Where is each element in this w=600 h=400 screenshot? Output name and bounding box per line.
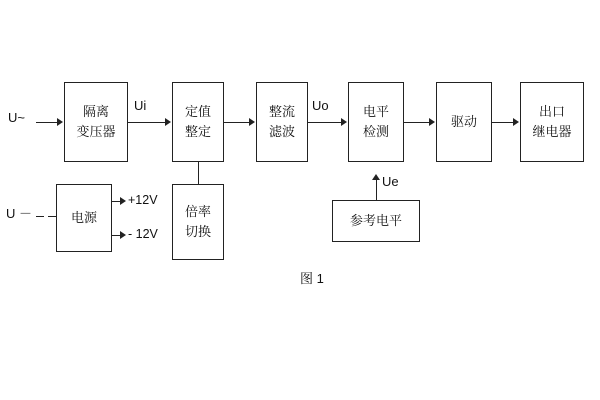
block-level-detect-line1: 电平 (362, 103, 389, 119)
signal-label-ue: Ue (382, 174, 399, 189)
connector-ue (376, 180, 377, 200)
arrow-level-to-drive (429, 118, 435, 126)
block-reference-level[interactable] (332, 200, 420, 242)
figure-caption: 图 1 (300, 271, 324, 286)
signal-label-input-ac: U~ (8, 110, 25, 125)
block-reference-level-line1: 参考电平 (349, 212, 402, 228)
block-isolation-transformer-line1: 隔离 (82, 103, 109, 119)
block-output-relay-line1: 出口 (538, 103, 565, 119)
signal-label-uo: Uo (312, 98, 329, 113)
block-output-relay[interactable] (520, 82, 584, 162)
block-setting-value[interactable] (172, 82, 224, 162)
block-drive[interactable] (436, 82, 492, 162)
block-rectify-filter[interactable] (256, 82, 308, 162)
arrow-minus12 (120, 231, 126, 239)
block-isolation-transformer-line2: 变压器 (76, 124, 116, 139)
connector-ui (128, 122, 166, 123)
connector-multiplier-to-setting (198, 162, 199, 184)
block-power-supply[interactable] (56, 184, 112, 252)
block-level-detect[interactable] (348, 82, 404, 162)
arrow-plus12 (120, 197, 126, 205)
block-drive-line1: 驱动 (450, 113, 477, 129)
block-output-relay-line2: 继电器 (532, 124, 572, 139)
connector-input-dc (36, 216, 44, 217)
signal-label-ui: Ui (134, 98, 147, 113)
arrow-uo (341, 118, 347, 126)
connector-drive-to-output (492, 122, 514, 123)
arrow-input-ac (57, 118, 63, 126)
block-rectify-filter-line1: 整流 (268, 103, 295, 119)
block-isolation-transformer[interactable] (64, 82, 128, 162)
block-multiplier-switch-line2: 切换 (184, 224, 211, 239)
connector-uo (308, 122, 342, 123)
signal-label-minus12: - 12V (128, 227, 158, 241)
arrow-drive-to-output (513, 118, 519, 126)
block-level-detect-line2: 检测 (362, 124, 389, 139)
connector-input-ac (36, 122, 58, 123)
block-power-supply-line1: 电源 (70, 209, 97, 225)
signal-label-input-dc: U － (6, 206, 33, 221)
block-rectify-filter-line2: 滤波 (268, 124, 295, 139)
connector-input-dc-2 (48, 216, 56, 217)
arrow-setting-to-rectify (249, 118, 255, 126)
connector-setting-to-rectify (224, 122, 250, 123)
signal-label-plus12: +12V (128, 193, 158, 207)
block-multiplier-switch[interactable] (172, 184, 224, 260)
block-setting-value-line2: 整定 (184, 124, 211, 139)
arrow-ue (372, 174, 380, 180)
connector-level-to-drive (404, 122, 430, 123)
block-setting-value-line1: 定值 (184, 103, 211, 119)
block-multiplier-switch-line1: 倍率 (184, 203, 211, 219)
arrow-ui (165, 118, 171, 126)
